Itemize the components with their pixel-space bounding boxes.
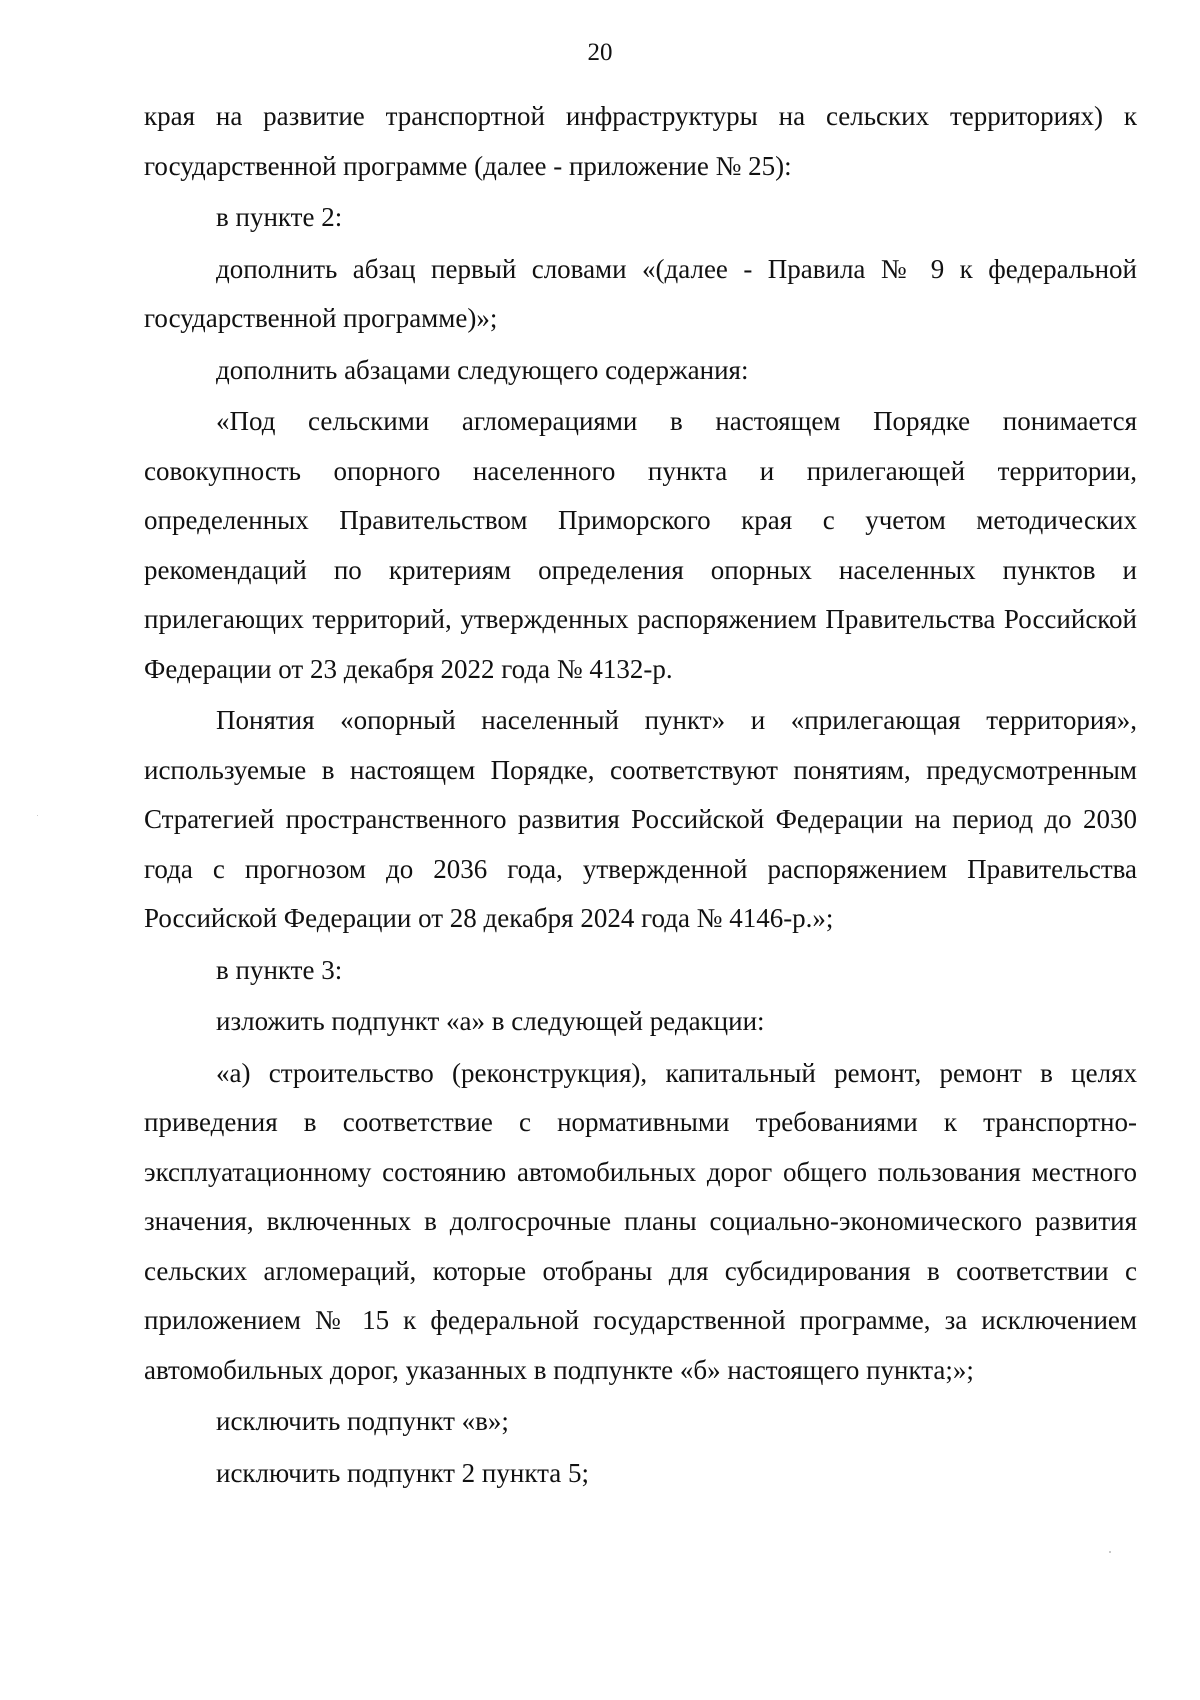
paragraph-add-following-paragraphs: дополнить абзацами следующего содержания: [216,354,749,385]
paragraph-point-2: в пункте 2: [216,202,343,232]
paragraph-add-first-paragraph: дополнить абзац первый словами «(далее - Правила № 9 к федеральной государственной программе)»; [144,253,1137,333]
paragraph-exclude-subpoint-v: исключить подпункт «в»; [216,1406,509,1436]
page-number: 20 [587,39,613,66]
paragraph-exclude-subpoint-2-point-5: исключить подпункт 2 пункта 5; [216,1457,589,1488]
paragraph-subpoint-a-revision: изложить подпункт «а» в следующей редакции: [216,1006,765,1036]
paragraph-subpoint-a-text: «а) строительство (реконструкция), капитальный ремонт, ремонт в целях приведения в соответствие с нормативными требованиями к транспортно-эксплуатационному состоянию автомобильных дорог общего пользования местного значения, включенных в долгосрочные планы социально-экономического развития сельских агломераций, которые отобраны для субсидирования в соответствии с приложением № 15 к федеральной государственной программе, за исключением автомобильных дорог, указанных в подпункте «б» настоящего пункта;»; [144,1057,1137,1385]
paragraph-concepts-definition: Понятия «опорный населенный пункт» и «прилегающая территория», используемые в настоящем Порядке, соответствуют понятиям, предусмотренным Стратегией пространственного развития Российской Федерации на период до 2030 года с прогнозом до 2036 года, утвержденной распоряжением Правительства Российской Федерации от 28 декабря 2024 года № 4146-р.»; [144,705,1137,933]
scan-speck [37,815,38,816]
paragraph-point-3: в пункте 3: [216,954,343,985]
scan-speck [1109,1551,1111,1553]
paragraph-rural-agglomerations-definition: «Под сельскими агломерациями в настоящем Порядке понимается совокупность опорного населенного пункта и прилегающей территории, определенных Правительством Приморского края с учетом методических рекомендаций по критериям определения опорных населенных пунктов и прилегающих территорий, утвержденных распоряжением Правительства Российской Федерации от 23 декабря 2022 года № 4132-р. [144,406,1137,684]
paragraph-region-rules-intro: края на развитие транспортной инфраструктуры на сельских территориях) к государственной программе (далее - приложение № 25): [144,101,1137,181]
document-body [144,90,1137,1498]
